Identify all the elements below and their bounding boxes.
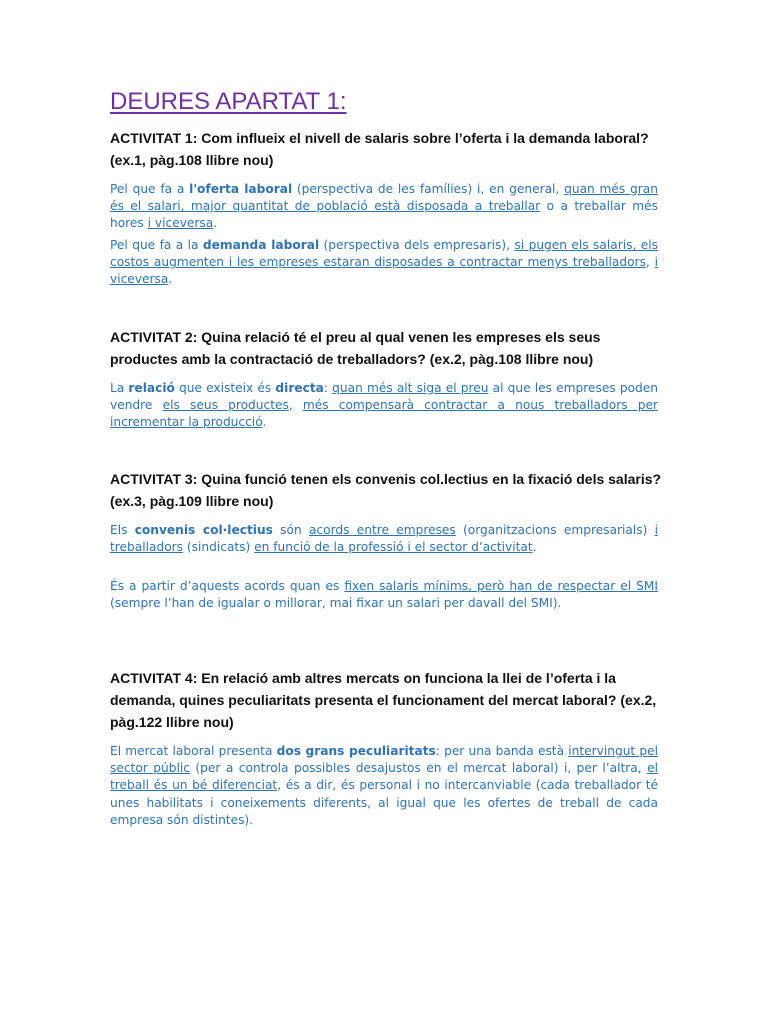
key-term: dos grans peculiaritats	[276, 744, 436, 758]
activity-4-answer-1	[110, 743, 658, 829]
text: (per a controla possibles desajustos en el mercat laboral) i, per l’altra,	[189, 761, 648, 776]
activity-4-question: ACTIVITAT 4: En relació amb altres mercats on funciona la llei de l’oferta i la demanda, quines peculiaritats presenta el funcionament del mercat laboral? (ex.2, pàg.122 llibre nou)	[110, 670, 657, 730]
text: ,	[645, 255, 655, 270]
text: al que les empreses poden vendre	[110, 381, 658, 413]
page-title: DEURES APARTAT 1:	[110, 88, 347, 115]
key-term: relació	[128, 381, 175, 395]
key-term: demanda laboral	[202, 238, 320, 252]
underlined-text: acords entre empreses	[308, 523, 456, 537]
text: : per una banda està	[435, 744, 569, 758]
activity-1-question: ACTIVITAT 1: Com influeix el nivell de salaris sobre l’oferta i la demanda laboral? (ex.1, pàg.108 llibre nou)	[110, 130, 649, 168]
text: (sempre l’han de igualar o millorar, mai fixar un salari per davall del SMI).	[110, 596, 562, 611]
text: .	[262, 415, 267, 430]
underlined-text: més compensarà contractar a nous treballadors per incrementar la producció	[110, 398, 658, 430]
underlined-text: els seus productes	[162, 398, 289, 413]
underlined-text: intervingut pel sector públic	[110, 744, 659, 776]
underlined-text: fixen salaris mínims, però han de respectar el SMI	[344, 579, 658, 593]
key-term: convenis col·lectius	[134, 523, 273, 537]
activity-1-answer-2	[110, 237, 658, 289]
text: , és a dir, és personal i no intercanviable (cada treballador té unes habilitats i coneixements diferents, al igual que les ofertes de treball de cada empresa són distintes).	[110, 778, 659, 827]
activity-3-answer-1	[110, 522, 658, 556]
text: :	[323, 381, 333, 395]
key-term: l'oferta laboral	[189, 182, 293, 196]
text: La	[110, 381, 129, 395]
text: (organitzacions empresarials)	[455, 523, 655, 537]
text: que existeix és	[174, 381, 276, 395]
text: .	[213, 216, 218, 231]
text: (perspectiva de les famílies) i, en general,	[292, 182, 565, 196]
underlined-text: el treball és un bé diferenciat	[110, 761, 658, 793]
text: El mercat laboral presenta	[110, 744, 277, 758]
activity-3-question: ACTIVITAT 3: Quina funció tenen els convenis col.lectius en la fixació dels salaris? (ex.3, pàg.109 llibre nou)	[110, 471, 662, 509]
underlined-text: quan més alt siga el preu	[332, 381, 489, 395]
text: És a partir d’aquests acords quan es	[110, 579, 345, 593]
text: Pel que fa a la	[110, 238, 203, 252]
underlined-text: i viceversa	[110, 255, 658, 287]
underlined-text: i treballadors	[110, 523, 659, 555]
underlined-text: i viceversa	[147, 216, 214, 231]
text: o a treballar més hores	[110, 199, 658, 231]
text: ,	[288, 398, 303, 413]
text: (perspectiva dels empresaris),	[319, 238, 515, 252]
text: .	[532, 540, 537, 555]
activity-3-answer-2	[110, 578, 658, 612]
text: Els	[110, 523, 135, 537]
key-term: directa	[275, 381, 324, 395]
underlined-text: si pugen els salaris, els costos augmenten i les empreses estaran disposades a contractar menys treballadors	[110, 238, 658, 270]
text: són	[272, 523, 309, 537]
activity-1-answer-1	[110, 181, 658, 233]
activity-2-answer-1	[110, 380, 658, 432]
text: (sindicats)	[183, 540, 255, 555]
underlined-text: en funció de la professió i el sector d’activitat	[254, 540, 533, 555]
activity-2-question: ACTIVITAT 2: Quina relació té el preu al qual venen les empreses els seus productes amb la contractació de treballadors? (ex.2, pàg.108 llibre nou)	[110, 329, 601, 367]
underlined-text: quan més gran és el salari, major quantitat de població està disposada a treballar	[110, 182, 658, 214]
text: .	[168, 272, 173, 287]
text: Pel que fa a	[110, 182, 190, 196]
